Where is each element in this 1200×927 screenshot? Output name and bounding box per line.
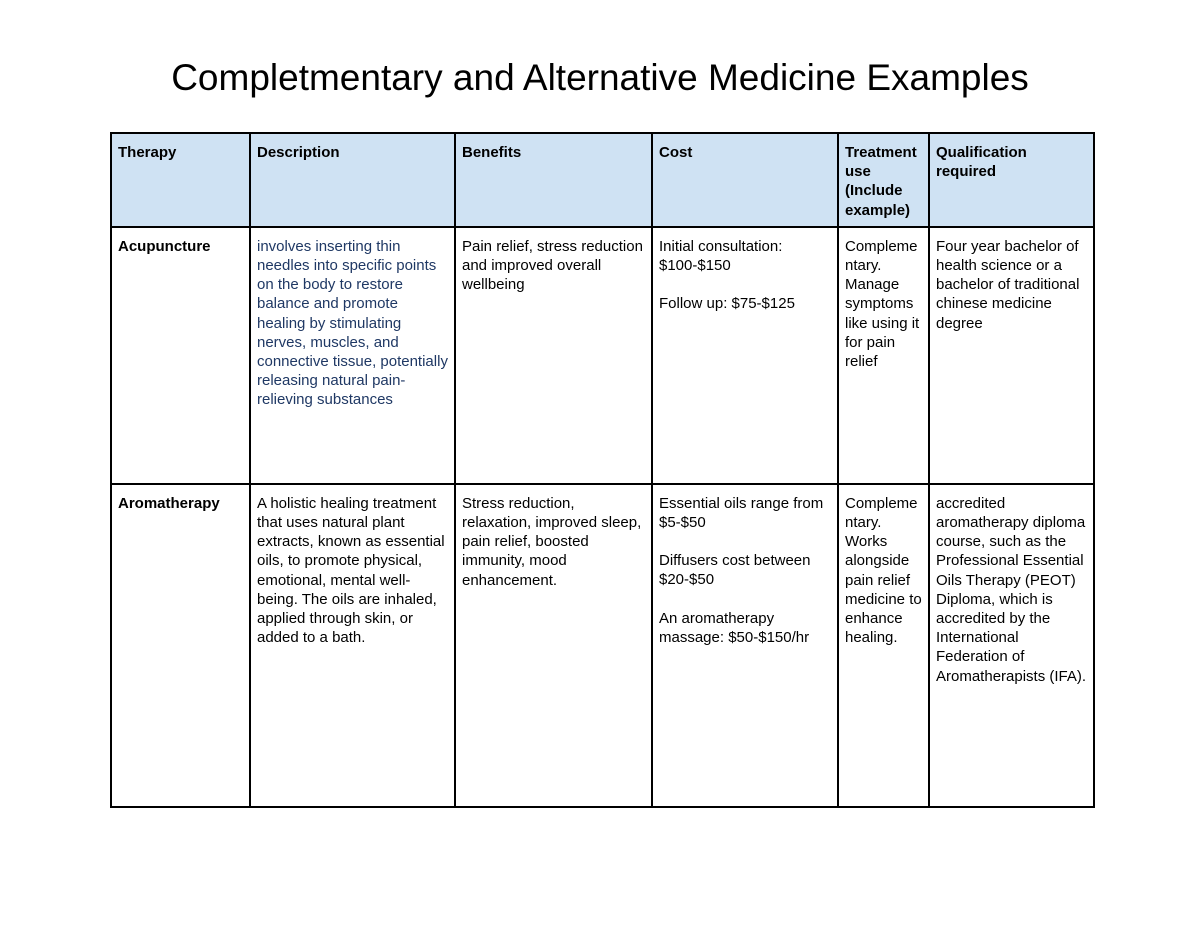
- header-therapy: Therapy: [111, 133, 250, 227]
- description-cell: involves inserting thin needles into specific points on the body to restore balance and promote healing by stimulating nerves, muscles, and connective tissue, potentially releasing natural pain-relieving substances: [250, 227, 455, 484]
- cam-examples-table: [110, 132, 1095, 808]
- header-benefits: Benefits: [455, 133, 652, 227]
- benefits-cell: Pain relief, stress reduction and improved overall wellbeing: [455, 227, 652, 484]
- cost-line: Initial consultation: $100-$150: [659, 237, 783, 275]
- therapy-cell: Aromatherapy: [111, 484, 250, 807]
- table-row: [111, 227, 1094, 484]
- header-cost: Cost: [652, 133, 838, 227]
- description-cell: A holistic healing treatment that uses natural plant extracts, known as essential oils, to promote physical, emotional, mental well-being. The oils are inhaled, applied through skin, or added to a bath.: [250, 484, 455, 807]
- therapy-cell: Acupuncture: [111, 227, 250, 484]
- qualification-cell: Four year bachelor of health science or a bachelor of traditional chinese medicine degree: [929, 227, 1094, 484]
- header-qualification: Qualification required: [929, 133, 1094, 227]
- table-row: [111, 484, 1094, 807]
- header-description: Description: [250, 133, 455, 227]
- header-treatment-use: Treatment use (Include example): [838, 133, 929, 227]
- page-title: Completmentary and Alternative Medicine Examples: [171, 57, 1029, 98]
- cost-cell: [652, 227, 838, 484]
- cost-line: An aromatherapy massage: $50-$150/hr: [659, 609, 810, 646]
- cost-line: Diffusers cost between $20-$50: [659, 552, 811, 589]
- cost-line: Essential oils range from $5-$50: [659, 494, 824, 532]
- cost-cell: [652, 484, 838, 807]
- benefits-cell: Stress reduction, relaxation, improved sleep, pain relief, boosted immunity, mood enhancement.: [455, 484, 652, 807]
- cost-line: Follow up: $75-$125: [659, 295, 795, 313]
- treatment-use-cell: Complementary. Manage symptoms like using it for pain relief: [838, 227, 929, 484]
- header-row: [111, 133, 1094, 227]
- qualification-cell: accredited aromatherapy diploma course, such as the Professional Essential Oils Therapy (PEOT) Diploma, which is accredited by the International Federation of Aromatherapists (IFA).: [929, 484, 1094, 807]
- treatment-use-cell: Complementary. Works alongside pain relief medicine to enhance healing.: [838, 484, 929, 807]
